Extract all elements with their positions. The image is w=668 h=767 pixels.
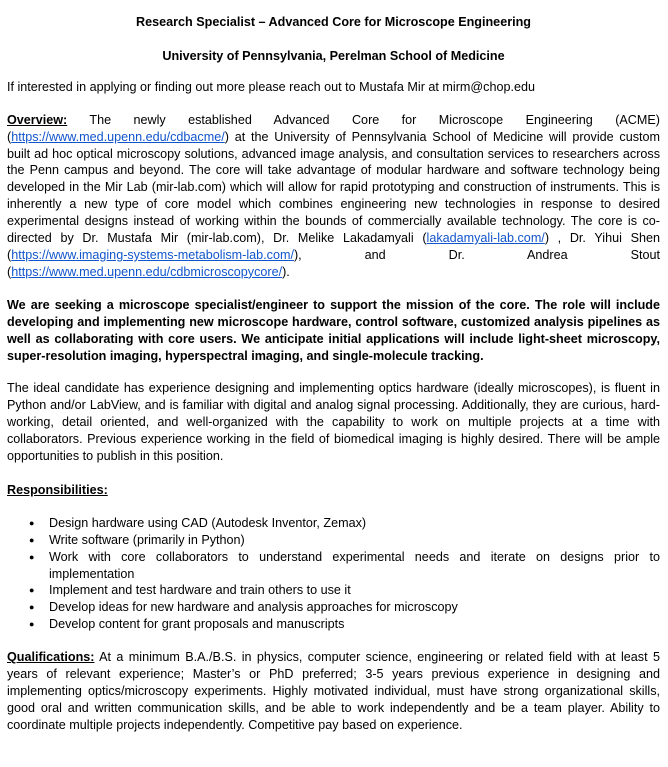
page-subtitle: University of Pennsylvania, Perelman School of Medicine	[162, 48, 505, 63]
list-item: ● Work with core collaborators to understand experimental needs and iterate on designs prior to implementation	[49, 549, 660, 583]
ideal-candidate-paragraph: The ideal candidate has experience designing and implementing optics hardware (ideally microscopes), is fluent in Python and/or LabView, and is familiar with digital and analog signal processing. Additionally, they are curious, hard-working, detail oriented, and well-organized with the capability to work on multiple projects at a time with collaborators. Previous experience working in the field of biomedical imaging is highly desired. There will be ample opportunities to publish in this position.	[7, 381, 660, 464]
contact-line: If interested in applying or finding out more please reach out to Mustafa Mir at mirm@chop.edu	[7, 79, 535, 94]
list-item: ● Write software (primarily in Python)	[49, 532, 660, 549]
overview-text-1: The newly established Advanced Core for Microscope Engineering (ACME) (	[7, 112, 660, 144]
lakadamyali-link[interactable]: lakadamyali-lab.com/	[426, 231, 545, 246]
overview-paragraph	[7, 112, 660, 281]
seeking-paragraph: We are seeking a microscope specialist/engineer to support the mission of the core. The role will include developing and implementing new microscope hardware, control software, customized analysis pipelines as well as collaborating with core users. We anticipate initial applications will include light-sheet microscopy, super-resolution imaging, hyperspectral imaging, and single-molecule tracking.	[7, 297, 660, 363]
list-item: ● Design hardware using CAD (Autodesk Inventor, Zemax)	[49, 515, 660, 532]
shen-lab-link[interactable]: https://www.imaging-systems-metabolism-lab.com/	[11, 247, 294, 262]
responsibilities-label: Responsibilities:	[7, 482, 108, 497]
list-item: ● Implement and test hardware and train others to use it	[49, 582, 660, 599]
qualifications-paragraph	[7, 649, 660, 734]
page-title: Research Specialist – Advanced Core for Microscope Engineering	[136, 15, 531, 29]
qualifications-text: At a minimum B.A./B.S. in physics, computer science, engineering or related field with at least 5 years of relevant experience; Master’s or PhD preferred; 3-5 years previous experience in designing and implementing optics/microscopy experiments. Highly motivated individual, must have strong organizational skills, good oral and written communication skills, and be able to work independently and be a team player. Ability to coordinate multiple projects independently. Competitive pay based on experience.	[7, 650, 660, 732]
responsibilities-list	[7, 515, 660, 633]
overview-text-3: ) , Dr. Yihui Shen (	[7, 231, 660, 262]
microscopy-core-link[interactable]: https://www.med.upenn.edu/cdbmicroscopycore/	[11, 264, 283, 279]
overview-text-5: ).	[282, 264, 290, 279]
responsibilities-heading	[7, 482, 660, 499]
qualifications-label: Qualifications:	[7, 650, 95, 665]
list-item: ● Develop ideas for new hardware and analysis approaches for microscopy	[49, 599, 660, 616]
acme-link[interactable]: https://www.med.upenn.edu/cdbacme/	[11, 129, 225, 144]
overview-label: Overview:	[7, 112, 68, 127]
list-item: ● Develop content for grant proposals and manuscripts	[49, 616, 660, 633]
overview-text-2: ) at the University of Pennsylvania School of Medicine will provide custom built ad hoc optical microscopy solutions, advanced image analysis, and consultation services to researchers across the Penn campus and beyond. The core will take advantage of modular hardware and software technology being developed in the Mir Lab (mir-lab.com) which will allow for rapid prototyping and construction of instruments. This is inherently a new type of core model which combines engineering new technologies in response to desired experimental designs instead of working within the bounds of commercially available technology. The core is co-directed by Dr. Mustafa Mir (mir-lab.com), Dr. Melike Lakadamyali (	[7, 129, 660, 246]
overview-text-4: ), and Dr. Andrea Stout (	[7, 247, 660, 279]
